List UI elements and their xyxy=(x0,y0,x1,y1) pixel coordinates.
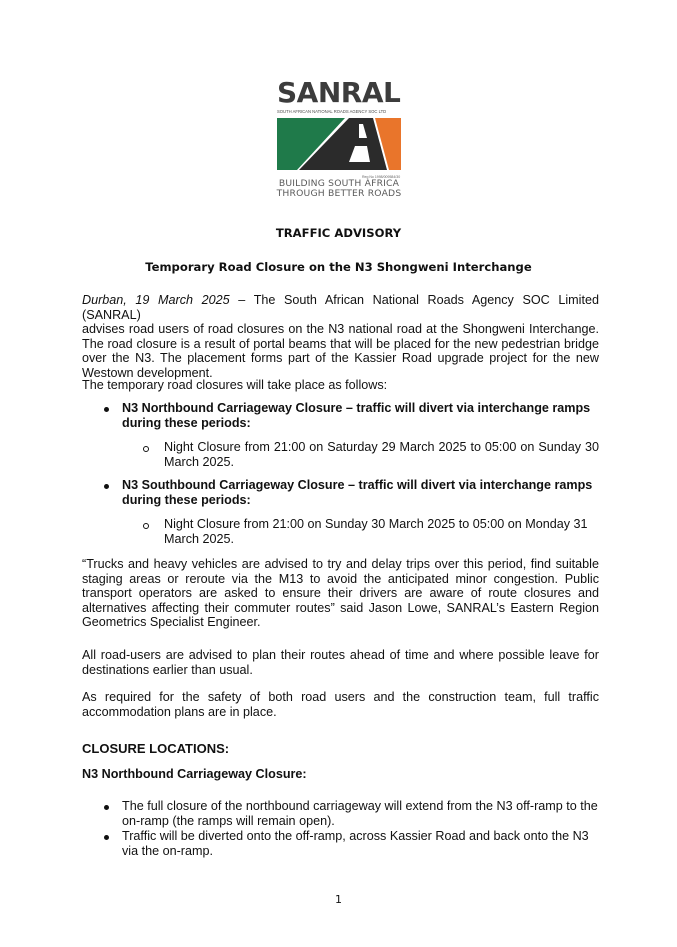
closure-1-heading-line-2: during these periods: xyxy=(122,415,251,430)
closure-2-heading-line-2: during these periods: xyxy=(122,492,251,507)
closure-2-heading xyxy=(122,478,599,507)
northbound-closure-heading: N3 Northbound Carriageway Closure: xyxy=(82,767,307,781)
closures-intro: The temporary road closures will take place as follows: xyxy=(82,378,388,392)
safety-line-1: As required for the safety of both road users and the construction team, full traffic xyxy=(82,690,599,704)
advice-line-1: All road-users are advised to plan their routes ahead of time and where possible leave for xyxy=(82,648,599,662)
location-bullet-1-line-1: The full closure of the northbound carriageway will extend from the N3 off-ramp to the xyxy=(122,799,598,813)
advice-paragraph xyxy=(82,648,599,677)
intro-line-4: over the N3. The placement forms part of the Kassier Road upgrade project for the new xyxy=(82,351,599,365)
road-emblem-icon xyxy=(277,118,401,170)
sanral-logo xyxy=(274,78,404,203)
closure-1-period xyxy=(164,440,599,469)
closure-1-period-line-2: March 2025. xyxy=(164,454,235,469)
intro-line-2: advises road users of road closures on the N3 national road at the Shongweni Interchange. xyxy=(82,322,599,336)
closure-2-period-line-2: March 2025. xyxy=(164,531,235,546)
location-bullet-2-line-1: Traffic will be diverted onto the off-ramp, across Kassier Road and back onto the N3 xyxy=(122,829,589,843)
intro-line-1-text: – The South African National Roads Agency SOC Limited (SANRAL) xyxy=(82,293,599,322)
safety-paragraph xyxy=(82,690,599,719)
logo-tagline-2: THROUGH BETTER ROADS xyxy=(276,188,402,199)
sub-bullet-icon xyxy=(143,446,149,452)
closure-1-heading xyxy=(122,401,599,430)
bullet-icon xyxy=(104,407,109,412)
sub-bullet-icon xyxy=(143,523,149,529)
closure-2-period-line-1: Night Closure from 21:00 on Sunday 30 March 2025 to 05:00 on Monday 31 xyxy=(164,517,588,531)
intro-line-5: Westown development. xyxy=(82,365,213,380)
quote-line-4: alternatives affecting their commuter routes” said Jason Lowe, SANRAL’s Eastern Region xyxy=(82,600,599,615)
intro-line-1 xyxy=(82,293,599,322)
dateline: Durban, 19 March 2025 xyxy=(82,293,230,307)
closure-locations-heading: CLOSURE LOCATIONS: xyxy=(82,741,230,756)
location-bullet-2 xyxy=(122,829,599,858)
location-bullet-1 xyxy=(122,799,599,828)
intro-paragraph xyxy=(82,293,599,380)
logo-agency-name: SOUTH AFRICAN NATIONAL ROADS AGENCY SOC LTD xyxy=(277,109,387,114)
document-title: Temporary Road Closure on the N3 Shongweni Interchange xyxy=(145,260,532,274)
quote-line-3: transport operators are asked to ensure their drivers are aware of route closures and xyxy=(82,586,599,600)
closure-1-period-line-1: Night Closure from 21:00 on Saturday 29 March 2025 to 05:00 on Sunday 30 xyxy=(164,440,599,454)
intro-line-3: The road closure is a result of portal beams that will be placed for the new pedestrian bridge xyxy=(82,336,599,351)
quote-line-2: staging areas or reroute via the M13 to avoid the anticipated minor congestion. Public xyxy=(82,571,599,586)
page-number: 1 xyxy=(335,893,342,906)
advice-line-2: destinations earlier than usual. xyxy=(82,662,253,677)
document-heading: TRAFFIC ADVISORY xyxy=(275,226,402,240)
logo-tagline-1: BUILDING SOUTH AFRICA xyxy=(278,178,400,189)
logo-wordmark: SANRAL xyxy=(277,76,401,109)
closure-2-heading-line-1: N3 Southbound Carriageway Closure – traffic will divert via interchange ramps xyxy=(122,478,593,492)
location-bullet-2-line-2: via the on-ramp. xyxy=(122,843,213,858)
logo-registration: Reg No 1998/009584/30 xyxy=(362,175,401,179)
bullet-icon xyxy=(104,484,109,489)
location-bullet-1-line-2: on-ramp (the ramps will remain open). xyxy=(122,813,335,828)
safety-line-2: accommodation plans are in place. xyxy=(82,704,277,719)
bullet-icon xyxy=(104,805,109,810)
closure-1-heading-line-1: N3 Northbound Carriageway Closure – traffic will divert via interchange ramps xyxy=(122,401,591,415)
quote-paragraph xyxy=(82,557,599,630)
closure-2-period xyxy=(164,517,599,546)
quote-line-1: “Trucks and heavy vehicles are advised to try and delay trips over this period, find suitable xyxy=(82,557,599,571)
bullet-icon xyxy=(104,835,109,840)
quote-line-5: Geometrics Specialist Engineer. xyxy=(82,615,261,629)
